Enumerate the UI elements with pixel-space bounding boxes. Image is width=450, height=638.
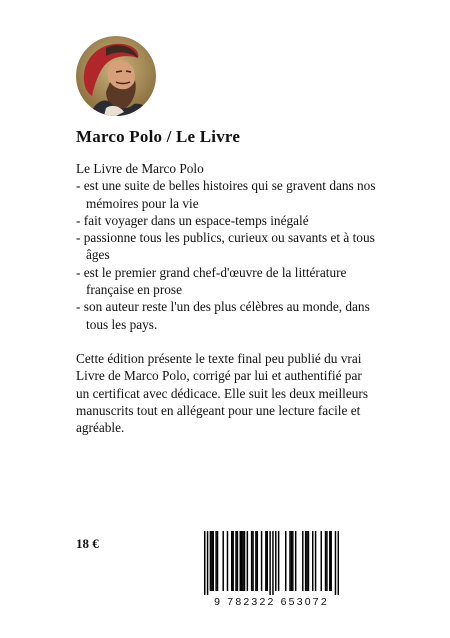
list-item: - est une suite de belles histoires qui se gravent dans nos mémoires pour la vie xyxy=(76,177,376,212)
isbn-digits: 9 782322 653072 xyxy=(214,596,329,608)
list-item: - passionne tous les publics, curieux ou savants et à tous âges xyxy=(76,229,376,264)
back-cover-text xyxy=(76,160,376,436)
barcode-bar xyxy=(242,531,243,591)
barcode-bar xyxy=(308,531,309,591)
barcode-bar xyxy=(305,531,306,591)
list-item: - son auteur reste l'un des plus célèbres au monde, dans tous les pays. xyxy=(76,298,376,333)
barcode-bar xyxy=(213,531,214,591)
barcode-bar xyxy=(325,531,326,591)
barcode-bar xyxy=(278,531,279,591)
barcode xyxy=(204,531,339,595)
barcode-bar xyxy=(215,531,216,591)
barcode-bar xyxy=(237,531,238,591)
barcode-bar xyxy=(244,531,245,591)
barcode-bar xyxy=(207,531,208,595)
barcode-bar xyxy=(285,531,286,591)
barcode-bar xyxy=(315,531,316,591)
barcode-bar xyxy=(272,531,273,595)
barcode-bar xyxy=(261,531,262,591)
barcode-bar xyxy=(291,531,292,591)
barcode-bar xyxy=(269,531,270,595)
barcode-bar xyxy=(267,531,268,591)
price-label: 18 € xyxy=(76,536,99,551)
barcode-bar xyxy=(321,531,322,591)
barcode-icon xyxy=(204,531,339,595)
barcode-bar xyxy=(235,531,236,591)
barcode-bar xyxy=(275,531,276,591)
barcode-bar xyxy=(204,531,205,595)
barcode-bar xyxy=(232,531,233,591)
barcode-bar xyxy=(338,531,339,595)
barcode-bar xyxy=(330,531,331,591)
barcode-bar xyxy=(240,531,241,591)
barcode-bar xyxy=(255,531,256,591)
barcode-bar xyxy=(251,531,252,591)
marco-polo-portrait-icon xyxy=(76,36,156,116)
author-portrait xyxy=(76,36,156,116)
barcode-bar xyxy=(227,531,228,591)
barcode-bar xyxy=(247,531,248,591)
barcode-bar xyxy=(231,531,232,591)
barcode-bar xyxy=(326,531,327,591)
barcode-bar xyxy=(289,531,290,591)
barcode-bar xyxy=(217,531,218,591)
barcode-bar xyxy=(302,531,303,591)
barcode-bar xyxy=(241,531,242,591)
barcode-bar xyxy=(252,531,253,591)
intro-line: Le Livre de Marco Polo xyxy=(76,161,204,176)
barcode-bar xyxy=(211,531,212,591)
barcode-bar xyxy=(292,531,293,591)
list-item: - est le premier grand chef-d'œuvre de la littérature française en prose xyxy=(76,264,376,299)
barcode-bar xyxy=(265,531,266,591)
barcode-bar xyxy=(210,531,211,591)
barcode-bar xyxy=(222,531,223,591)
book-title: Marco Polo / Le Livre xyxy=(76,127,241,146)
edition-description: Cette édition présente le texte final peu publié du vrai Livre de Marco Polo, corrigé par lui et authentifié par un certificat avec dédicace. Elle suit les deux meilleurs manuscrits tout en allégeant pour une lecture facile et agréable. xyxy=(76,350,369,436)
barcode-bar xyxy=(335,531,336,595)
feature-list xyxy=(76,177,376,333)
barcode-bar xyxy=(329,531,330,591)
barcode-bar xyxy=(306,531,307,591)
barcode-bar xyxy=(295,531,296,591)
barcode-bar xyxy=(312,531,313,591)
list-item: - fait voyager dans un espace-temps inégalé xyxy=(76,212,376,229)
barcode-bar xyxy=(257,531,258,591)
